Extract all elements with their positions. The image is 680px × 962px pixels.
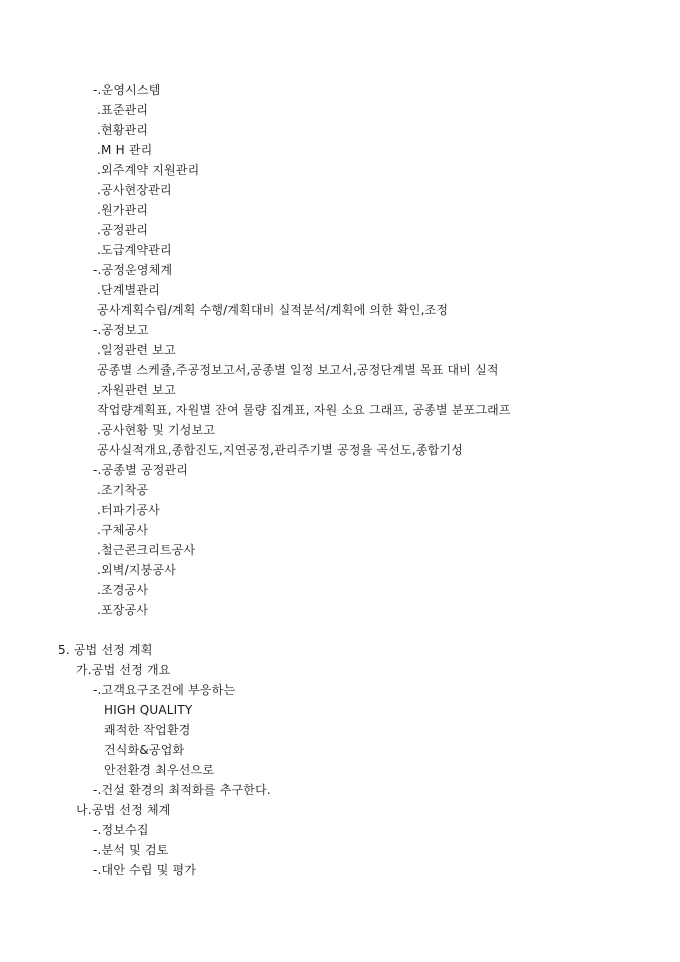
list-item: 건식화&공업화 — [104, 743, 185, 757]
list-item: HIGH QUALITY — [104, 703, 193, 717]
description-text: 공종별 스케쥴,주공정보고서,공종별 일정 보고서,공정단계별 목표 대비 실적 — [97, 363, 499, 377]
heading-operation-system: -.운영시스템 — [93, 83, 161, 97]
list-item: .철근콘크리트공사 — [97, 543, 196, 557]
list-item: .원가관리 — [97, 203, 149, 217]
list-item: .자원관련 보고 — [97, 383, 176, 397]
list-item: 쾌적한 작업환경 — [104, 723, 191, 737]
list-item: .조기착공 — [97, 483, 149, 497]
description-text: 공사실적개요,종합진도,지연공정,관리주기별 공정율 곡선도,종합기성 — [97, 443, 464, 457]
section-heading: 5. 공법 선정 계획 — [58, 643, 153, 657]
list-item: .현황관리 — [97, 123, 149, 137]
list-item: .공사현황 및 기성보고 — [97, 423, 216, 437]
list-item: .외주계약 지원관리 — [97, 163, 200, 177]
list-item: .표준관리 — [97, 103, 149, 117]
heading-process-operation: -.공정운영체계 — [93, 263, 173, 277]
list-item: .조경공사 — [97, 583, 149, 597]
list-item: -.분석 및 검토 — [93, 843, 169, 857]
list-item: .공정관리 — [97, 223, 149, 237]
subsection-heading: 가.공법 선정 개요 — [76, 663, 171, 677]
description-text: 작업량계획표, 자원별 잔여 물량 집계표, 자원 소요 그래프, 공종별 분포그래프 — [97, 403, 511, 417]
heading-trade-process: -.공종별 공정관리 — [93, 463, 189, 477]
list-item: .터파기공사 — [97, 503, 160, 517]
list-item: -.대안 수립 및 평가 — [93, 863, 197, 877]
subsection-heading: 나.공법 선정 체계 — [76, 803, 171, 817]
list-item: -.정보수집 — [93, 823, 149, 837]
description-text: 공사계획수립/계획 수행/계획대비 실적분석/계획에 의한 확인,조정 — [97, 303, 449, 317]
list-item: .외벽/지붕공사 — [97, 563, 177, 577]
list-item: .포장공사 — [97, 603, 149, 617]
list-item: .M H 관리 — [97, 143, 153, 157]
heading-process-report: -.공정보고 — [93, 323, 149, 337]
list-item: .일정관련 보고 — [97, 343, 176, 357]
list-item: -.고객요구조건에 부응하는 — [93, 683, 236, 697]
list-item: .도급계약관리 — [97, 243, 172, 257]
list-item: .단계별관리 — [97, 283, 160, 297]
list-item: -.건설 환경의 최적화를 추구한다. — [93, 783, 271, 797]
list-item: 안전환경 최우선으로 — [104, 763, 215, 777]
list-item: .공사현장관리 — [97, 183, 172, 197]
list-item: .구체공사 — [97, 523, 149, 537]
